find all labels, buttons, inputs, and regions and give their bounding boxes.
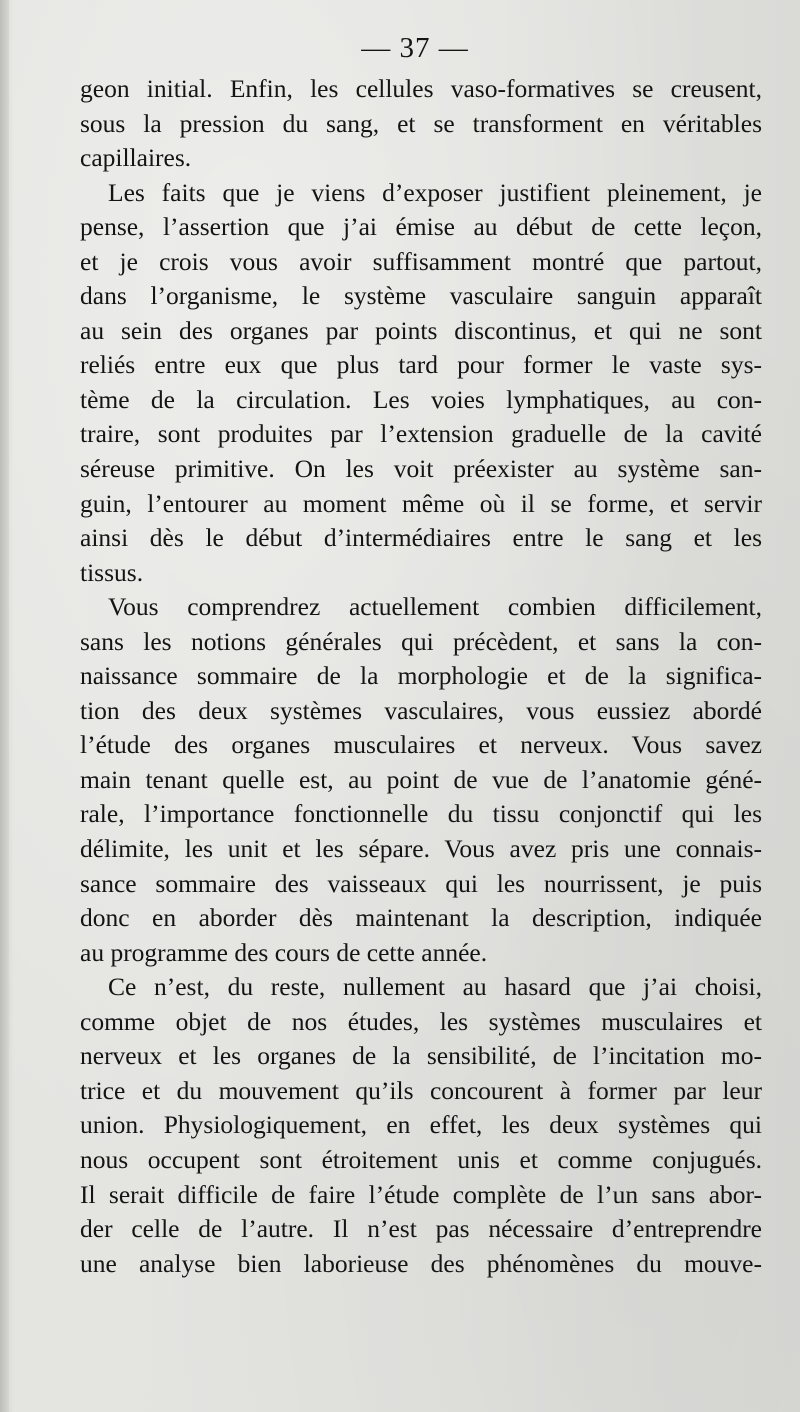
text-line: Les faits que je viens d’exposer justifient pleinement, je — [108, 177, 762, 207]
text-line: guin, l’entourer au moment même où il se forme, et servir — [80, 488, 762, 518]
text-line: sans les notions générales qui précèdent, et sans la con- — [80, 626, 762, 656]
text-line: délimite, les unit et les sépare. Vous avez pris une connais- — [80, 834, 762, 864]
text-line: dans l’organisme, le système vasculaire sanguin apparaît — [80, 281, 762, 311]
text-line: trice et du mouvement qu’ils concourent à former par leur — [80, 1075, 762, 1105]
page-number: — 37 — — [361, 32, 469, 64]
text-line: der celle de l’autre. Il n’est pas nécessaire d’entreprendre — [80, 1214, 762, 1244]
text-line: main tenant quelle est, au point de vue de l’anatomie géné- — [80, 764, 762, 794]
text-line: sance sommaire des vaisseaux qui les nourrissent, je puis — [80, 868, 762, 898]
page-left-edge — [0, 0, 9, 1412]
text-line: séreuse primitive. On les voit préexister au système san- — [80, 454, 762, 484]
text-line: l’étude des organes musculaires et nerveux. Vous savez — [80, 730, 762, 760]
text-line: une analyse bien laborieuse des phénomènes du mouve- — [80, 1248, 762, 1278]
text-line: union. Physiologiquement, en effet, les deux systèmes qui — [80, 1110, 762, 1140]
text-line: tissus. — [80, 557, 144, 587]
text-line: et je crois vous avoir suffisamment montré que partout, — [80, 246, 762, 276]
paragraph — [80, 590, 762, 970]
text-line: comme objet de nos études, les systèmes musculaires et — [80, 1006, 762, 1036]
text-line: ainsi dès le début d’intermédiaires entre le sang et les — [80, 523, 762, 553]
text-line: au programme des cours de cette année. — [80, 937, 488, 967]
text-line: donc en aborder dès maintenant la description, indiquée — [80, 903, 762, 933]
text-line: traire, sont produites par l’extension graduelle de la cavité — [80, 419, 762, 449]
text-line: sous la pression du sang, et se transforment en véritables — [80, 108, 762, 138]
text-line: reliés entre eux que plus tard pour former le vaste sys- — [80, 350, 762, 380]
text-line: naissance sommaire de la morphologie et de la significa- — [80, 661, 762, 691]
text-line: tion des deux systèmes vasculaires, vous eussiez abordé — [80, 695, 762, 725]
text-line: au sein des organes par points discontinus, et qui ne sont — [80, 315, 762, 345]
text-line: nerveux et les organes de la sensibilité, de l’incitation mo- — [80, 1041, 762, 1071]
text-line: pense, l’assertion que j’ai émise au début de cette leçon, — [80, 212, 762, 242]
text-line: nous occupent sont étroitement unis et comme conjugués. — [80, 1144, 762, 1174]
text-line: rale, l’importance fonctionnelle du tissu conjonctif qui les — [80, 799, 762, 829]
text-line: capillaires. — [80, 143, 192, 173]
text-line: tème de la circulation. Les voies lymphatiques, au con- — [80, 384, 762, 414]
paragraph — [80, 176, 762, 591]
text-line: Vous comprendrez actuellement combien difficilement, — [108, 592, 762, 622]
text-line: Ce n’est, du reste, nullement au hasard que j’ai choisi, — [108, 972, 762, 1002]
paragraph — [80, 970, 762, 1281]
paragraph — [80, 72, 762, 176]
text-line: geon initial. Enfin, les cellules vaso-formatives se creusent, — [80, 74, 762, 103]
body-text — [80, 72, 762, 1281]
text-line: Il serait difficile de faire l’étude complète de l’un sans abor- — [80, 1179, 762, 1209]
